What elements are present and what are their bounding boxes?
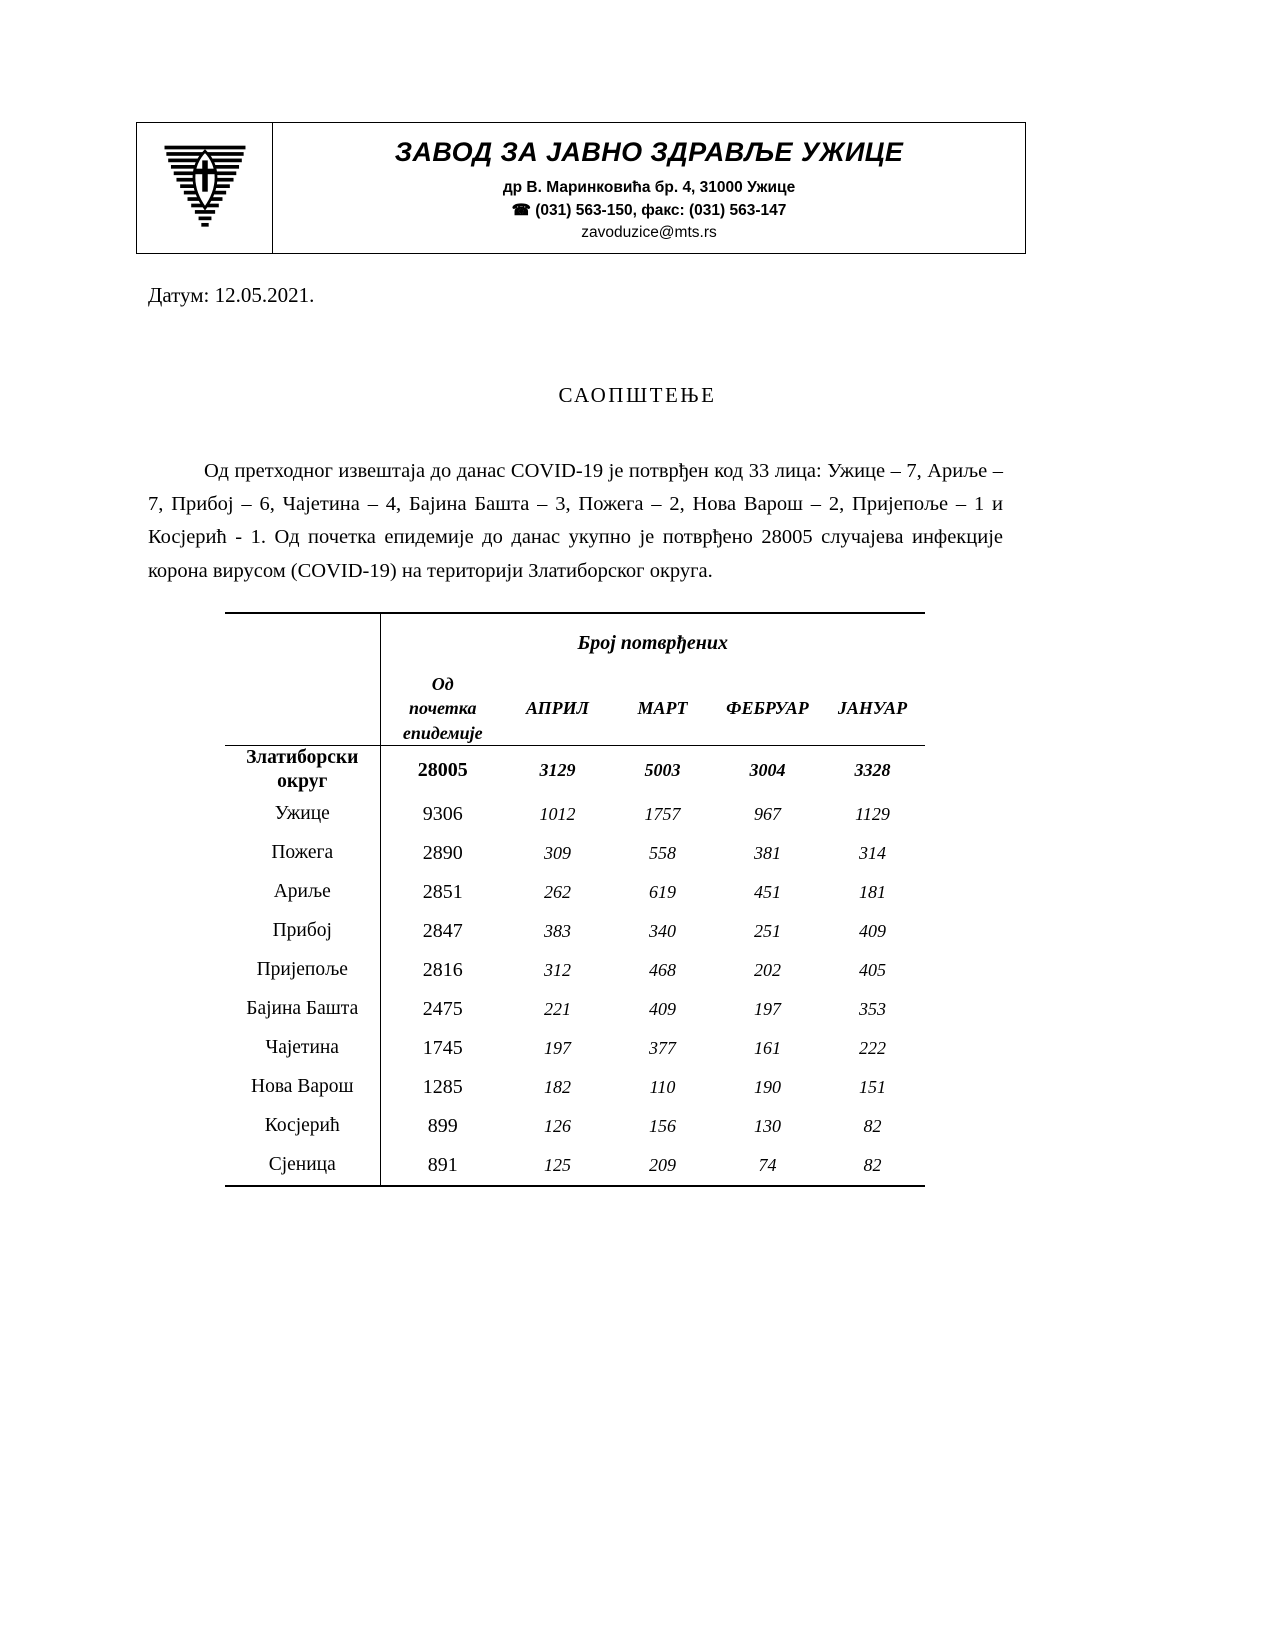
row-label: Чајетина xyxy=(265,1037,339,1059)
cell-march: 409 xyxy=(649,998,676,1019)
cell-february: 197 xyxy=(754,998,781,1019)
cell-january: 409 xyxy=(859,920,886,941)
cell-total: 9306 xyxy=(380,795,505,834)
cell-january: 405 xyxy=(859,959,886,980)
cell-january: 3328 xyxy=(854,759,891,780)
table-header-group-row xyxy=(225,613,925,672)
table-row xyxy=(225,1146,925,1186)
cell-total: 1745 xyxy=(380,1029,505,1068)
table-row xyxy=(225,951,925,990)
header-january: ЈАНУАР xyxy=(820,672,925,745)
logo-cell xyxy=(137,123,273,253)
cell-april: 309 xyxy=(544,842,571,863)
organization-email: zavoduzice@mts.rs xyxy=(581,224,717,242)
cell-february: 74 xyxy=(715,1146,820,1186)
cell-january: 1129 xyxy=(855,803,890,824)
cell-january: 82 xyxy=(863,1115,882,1136)
cell-march: 340 xyxy=(649,920,676,941)
cell-april: 182 xyxy=(544,1076,571,1097)
cell-january: 353 xyxy=(859,998,886,1019)
cell-total: 2475 xyxy=(380,990,505,1029)
header-group-label: Број потврђених xyxy=(380,613,925,672)
cell-february: 161 xyxy=(754,1037,781,1058)
table-row xyxy=(225,795,925,834)
row-label-line-1: Златиборски xyxy=(246,746,359,768)
header-total-line-3: епидемије xyxy=(402,722,483,743)
cell-april: 312 xyxy=(544,959,571,980)
row-label: Бајина Башта xyxy=(246,998,359,1020)
table-row xyxy=(225,912,925,951)
cell-march: 468 xyxy=(649,959,676,980)
cell-march: 619 xyxy=(649,881,676,902)
header-total-line-2: почетка xyxy=(409,698,477,719)
row-label: Ужице xyxy=(274,803,330,825)
row-label: Сјеница xyxy=(225,1146,380,1186)
table-row xyxy=(225,1029,925,1068)
cell-march: 558 xyxy=(649,842,676,863)
row-label: Косјерић xyxy=(264,1115,340,1137)
statistics-table xyxy=(225,612,925,1187)
header-total-line-1: Од xyxy=(431,674,454,694)
table-row xyxy=(225,990,925,1029)
cell-total: 2851 xyxy=(380,873,505,912)
table-row xyxy=(225,1068,925,1107)
table-row xyxy=(225,873,925,912)
cell-january: 82 xyxy=(820,1146,925,1186)
row-label: Прибој xyxy=(272,920,332,942)
cell-march: 156 xyxy=(649,1115,676,1136)
cell-february: 202 xyxy=(754,959,781,980)
cell-january: 222 xyxy=(859,1037,886,1058)
institute-logo-icon xyxy=(159,142,251,234)
cell-april: 3129 xyxy=(539,759,576,780)
table-corner-cell xyxy=(225,613,380,672)
cell-january: 151 xyxy=(859,1076,886,1097)
cell-march: 209 xyxy=(610,1146,715,1186)
cell-february: 251 xyxy=(754,920,781,941)
document-date: Датум: 12.05.2021. xyxy=(148,283,315,307)
cell-january: 314 xyxy=(859,842,886,863)
table-header-row xyxy=(225,672,925,745)
cell-april: 262 xyxy=(544,881,571,902)
body-paragraph: Од претходног извештаја до данас COVID-19 је потврђен код 33 лица: Ужице – 7, Ариље – 7, Прибој – 6, Чајетина – 4, Бајина Башта – 3, Пожега – 2, Нова Варош – 2, Пријепоље – 1 и Косјерић - 1. Од почетка епидемије до данас укупно је потврђено 28005 случајева инфекције корона вирусом (COVID-19) на територији Златиборског округа. xyxy=(148,460,1003,582)
cell-march: 110 xyxy=(649,1076,676,1097)
header-total-column xyxy=(380,672,505,745)
cell-january: 181 xyxy=(859,881,886,902)
letterhead-text xyxy=(273,123,1025,253)
header-blank-cell xyxy=(225,672,380,745)
row-label: Нова Варош xyxy=(251,1076,354,1098)
organization-address: др В. Маринковића бр. 4, 31000 Ужице xyxy=(502,179,796,197)
cell-february: 3004 xyxy=(749,759,786,780)
header-april: АПРИЛ xyxy=(505,672,610,745)
cell-february: 451 xyxy=(754,881,781,902)
cell-total: 1285 xyxy=(380,1068,505,1107)
cell-total: 2890 xyxy=(380,834,505,873)
table-row xyxy=(225,1107,925,1146)
row-label: Пожега xyxy=(271,842,334,864)
letterhead xyxy=(136,122,1026,254)
cell-total: 2847 xyxy=(380,912,505,951)
cell-april: 221 xyxy=(544,998,571,1019)
row-label-line-2: округ xyxy=(277,771,328,793)
cell-february: 130 xyxy=(754,1115,781,1136)
table-row xyxy=(225,834,925,873)
organization-phone: ☎ (031) 563-150, факс: (031) 563-147 xyxy=(511,201,787,219)
cell-april: 197 xyxy=(544,1037,571,1058)
header-march: МАРТ xyxy=(610,672,715,745)
row-label: Ариље xyxy=(273,881,331,903)
row-label: Пријепоље xyxy=(256,959,348,981)
organization-name: ЗАВОД ЗА ЈАВНО ЗДРАВЉЕ УЖИЦЕ xyxy=(394,137,904,168)
cell-march: 377 xyxy=(649,1037,676,1058)
cell-february: 967 xyxy=(754,803,781,824)
cell-march: 1757 xyxy=(644,803,681,824)
cell-total: 28005 xyxy=(380,745,505,794)
cell-february: 381 xyxy=(754,842,781,863)
row-label xyxy=(225,745,380,794)
cell-total: 891 xyxy=(380,1146,505,1186)
cell-april: 125 xyxy=(505,1146,610,1186)
cell-total: 899 xyxy=(380,1107,505,1146)
page-title: САОПШТЕЊЕ xyxy=(558,383,717,407)
cell-april: 383 xyxy=(544,920,571,941)
cell-april: 126 xyxy=(544,1115,571,1136)
table-row xyxy=(225,745,925,794)
cell-april: 1012 xyxy=(539,803,576,824)
cell-march: 5003 xyxy=(644,759,681,780)
cell-total: 2816 xyxy=(380,951,505,990)
header-february: ФЕБРУАР xyxy=(715,672,820,745)
cell-february: 190 xyxy=(754,1076,781,1097)
